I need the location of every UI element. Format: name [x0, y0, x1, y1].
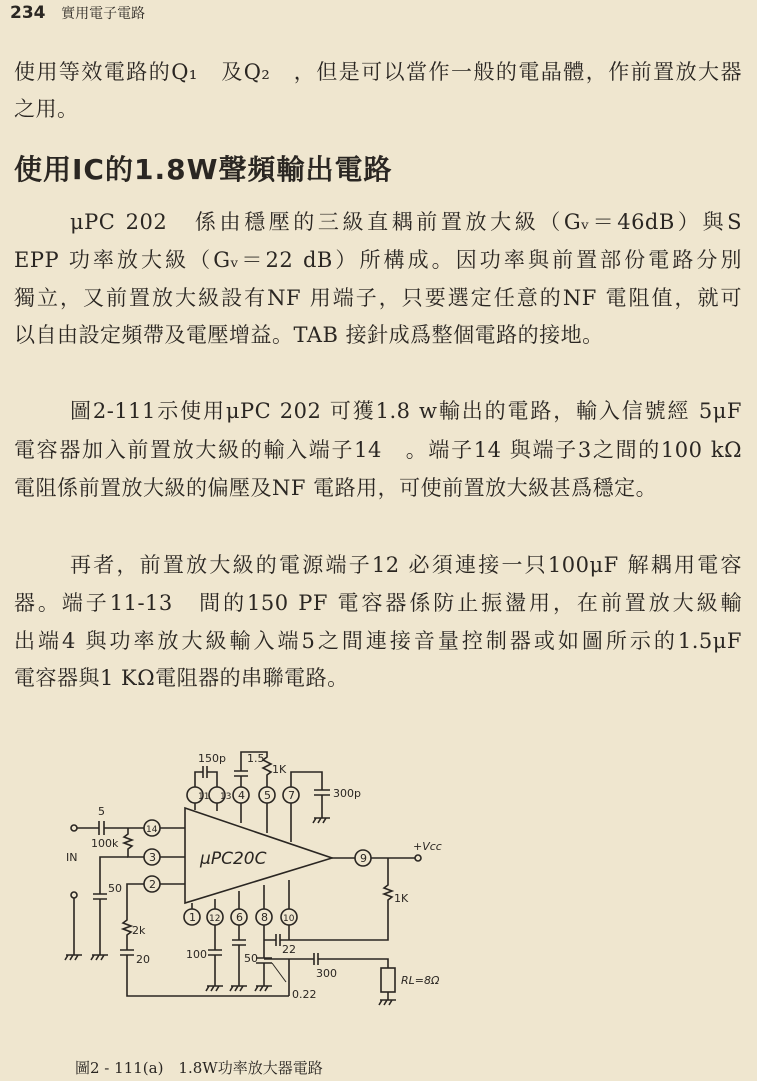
label-0-22: 0.22 [292, 988, 317, 1001]
paragraph-line: 以自由設定頻帶及電壓增益。TAB 接針成爲整個電路的接地。 [14, 323, 604, 347]
figure-caption: 圖2 - 111(a) 1.8W功率放大器電路 [75, 1059, 323, 1077]
label-1k-top: 1K [272, 763, 287, 776]
label-100k: 100k [91, 837, 119, 850]
intro-line: 使用等效電路的Q₁ 及Q₂ ，但是可以當作一般的電晶體，作前置放大器 [14, 60, 742, 84]
pin-9: 9 [360, 852, 367, 865]
paragraph-line: 電容器加入前置放大級的輸入端子14 。端子14 與端子3之間的100 kΩ [14, 438, 742, 462]
label-5: 5 [98, 805, 105, 818]
label-2k: 2k [132, 924, 146, 937]
pin-2: 2 [149, 878, 156, 891]
label-300p: 300p [333, 787, 361, 800]
ic-label: μPC20C [200, 849, 267, 869]
label-100: 100 [186, 948, 207, 961]
label-22: 22 [282, 943, 296, 956]
pin-10: 10 [283, 914, 295, 924]
label-300: 300 [316, 967, 337, 980]
paragraph-line: 器。端子11-13 間的150 PF 電容器係防止振盪用，在前置放大級輸 [14, 591, 742, 615]
pin-13: 13 [220, 792, 232, 802]
book-title: 實用電子電路 [61, 6, 146, 22]
paragraph-line: μPC 202 係由穩壓的三級直耦前置放大級（Gᵥ＝46dB）與S [70, 210, 742, 234]
paragraph-line: 電阻係前置放大級的偏壓及NF 電路用，可使前置放大級甚爲穩定。 [14, 476, 658, 500]
pin-3: 3 [149, 851, 156, 864]
pin-6: 6 [236, 911, 243, 924]
pin-8: 8 [261, 911, 268, 924]
label-50-left: 50 [108, 882, 122, 895]
label-rl: RL=8Ω [401, 974, 440, 987]
label-50-bottom: 50 [244, 952, 258, 965]
paragraph-line: 電容器與1 KΩ電阻器的串聯電路。 [14, 666, 349, 690]
paragraph-line: 出端4 與功率放大級輸入端5之間連接音量控制器或如圖所示的1.5μF [14, 629, 742, 653]
label-in: IN [66, 851, 78, 864]
pin-14: 14 [146, 825, 158, 835]
paragraph-line: 再者，前置放大級的電源端子12 必須連接一只100μF 解耦用電容 [70, 553, 742, 577]
pin-5: 5 [264, 789, 271, 802]
pin-1: 1 [189, 911, 196, 924]
label-1-5: 1.5 [247, 752, 265, 765]
label-vcc: +Vcc [413, 840, 442, 853]
pin-7: 7 [288, 789, 295, 802]
paragraph-line: 圖2-111示使用μPC 202 可獲1.8 w輸出的電路，輸入信號經 5μF [70, 399, 742, 423]
pin-4: 4 [238, 789, 245, 802]
section-heading: 使用IC的1.8W聲頻輸出電路 [14, 153, 393, 186]
label-20: 20 [136, 953, 150, 966]
paragraph-line: EPP 功率放大級（Gᵥ＝22 dB）所構成。因功率與前置部份電路分別 [14, 248, 742, 272]
pin-12: 12 [209, 914, 221, 924]
page-number: 234 [10, 3, 46, 23]
intro-line: 之用。 [14, 97, 79, 121]
label-1k-right: 1K [394, 892, 409, 905]
label-150p: 150p [198, 752, 226, 765]
paragraph-line: 獨立，又前置放大級設有NF 用端子，只要選定任意的NF 電阻值，就可 [14, 286, 742, 310]
pin-11: 11 [198, 792, 210, 802]
